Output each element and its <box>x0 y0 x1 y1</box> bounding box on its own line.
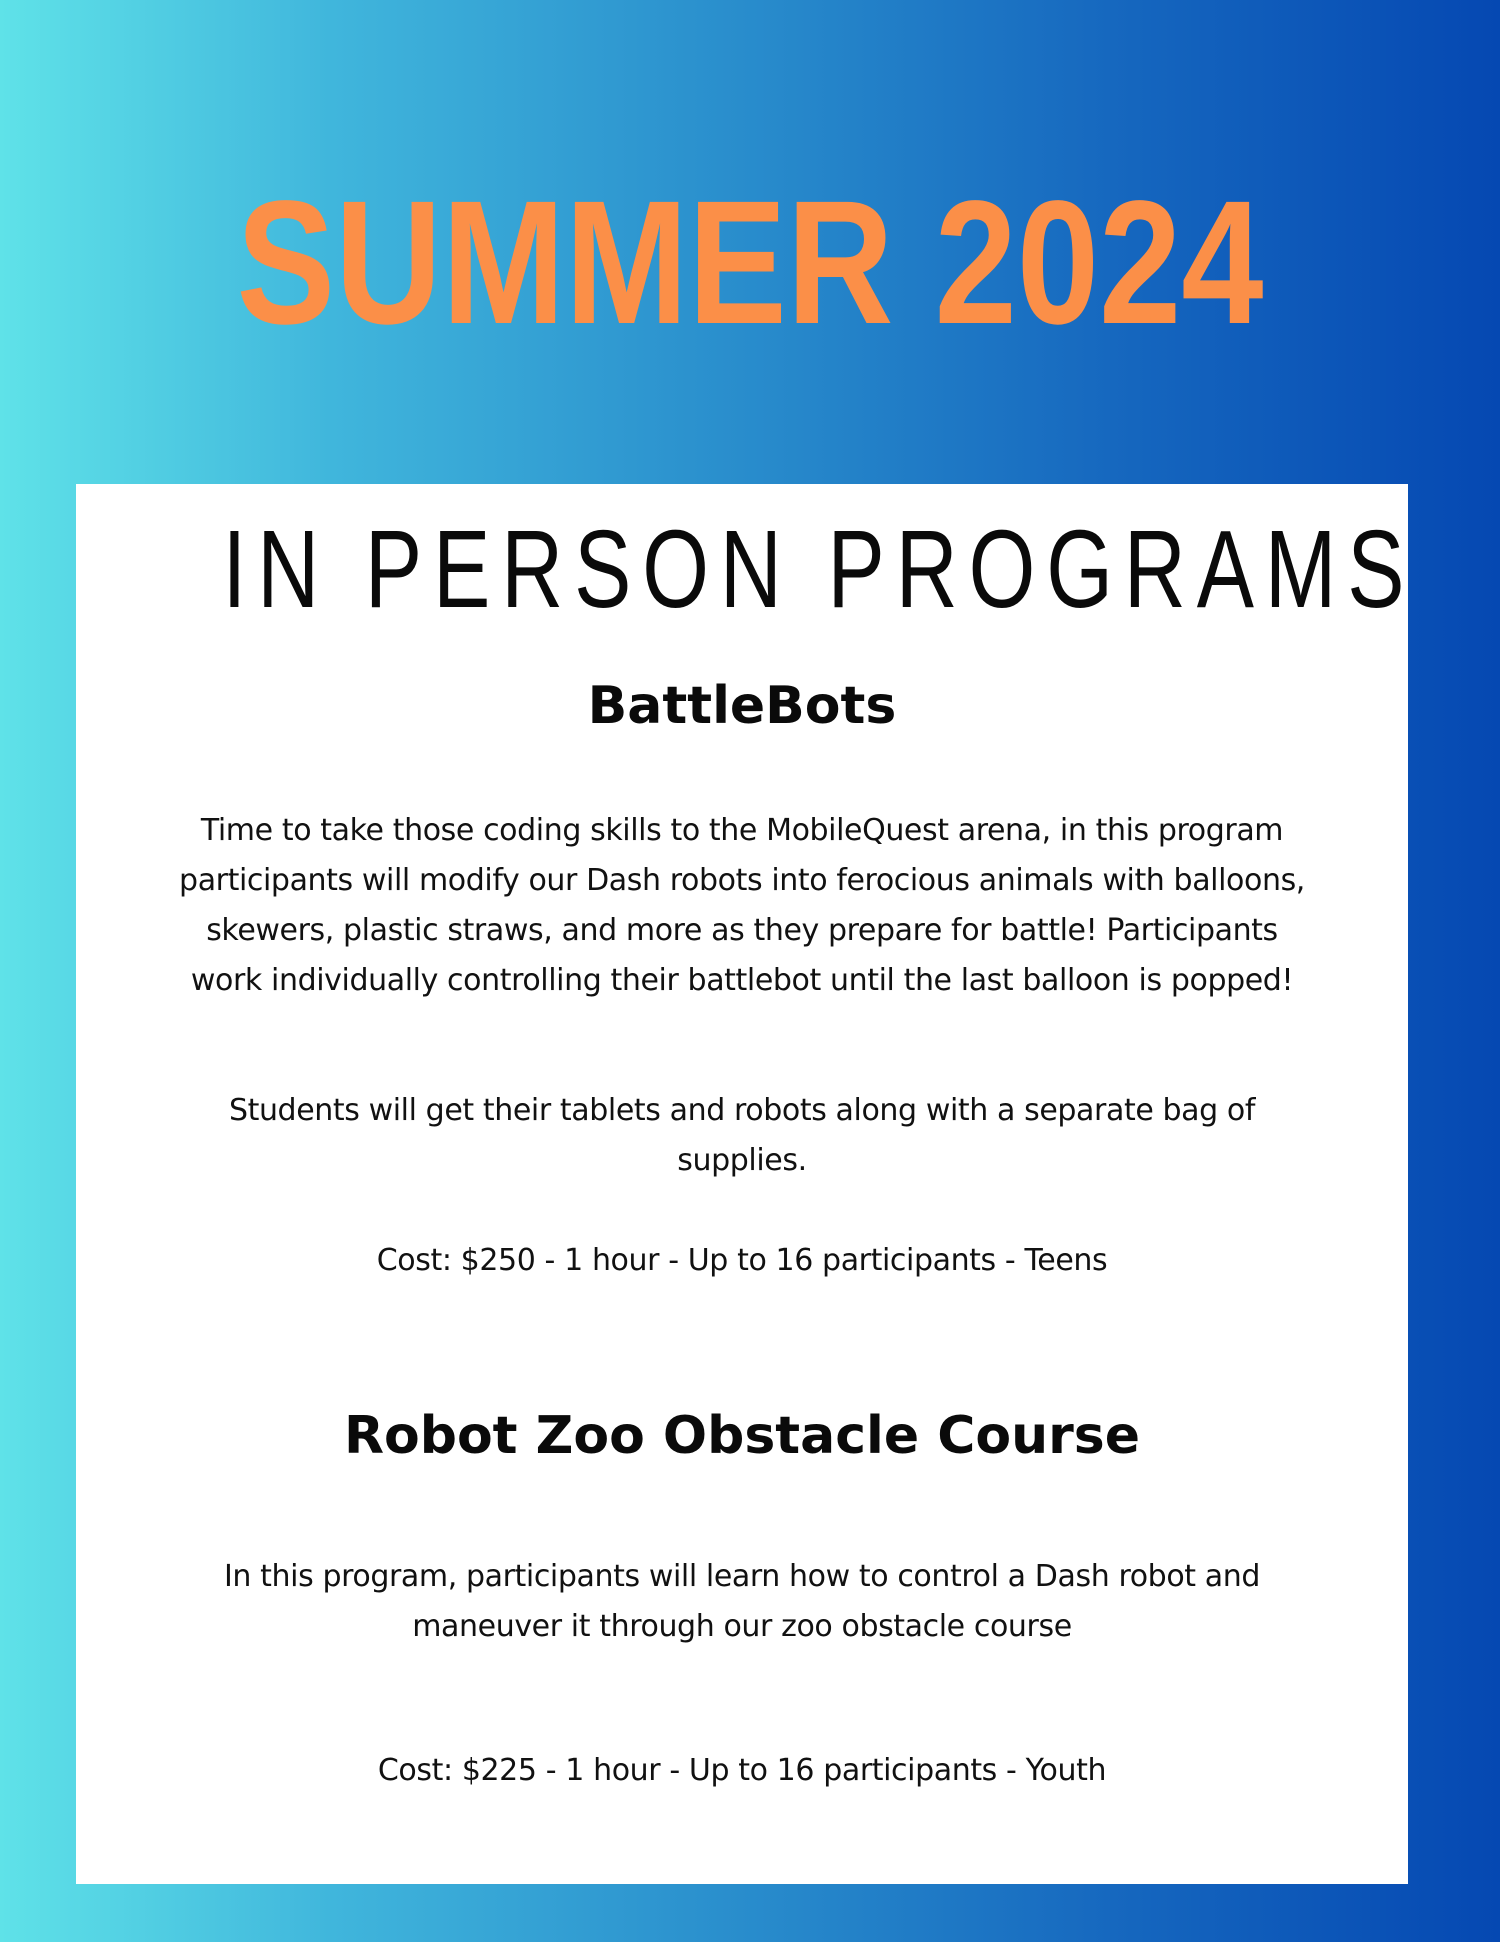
robot-zoo-cost <box>116 1746 1368 1796</box>
battlebots-heading: BattleBots <box>587 676 897 736</box>
note-line: Students will get their tablets and robots along with a separate bag of <box>228 1093 1256 1128</box>
description-line: Time to take those coding skills to the MobileQuest arena, in this program <box>200 813 1284 848</box>
cost-line: Cost: $250 - 1 hour - Up to 16 participants - Teens <box>376 1243 1108 1278</box>
description-line: participants will modify our Dash robots into ferocious animals with balloons, <box>179 863 1305 898</box>
battlebots-cost <box>116 1236 1368 1286</box>
cost-line: Cost: $225 - 1 hour - Up to 16 participants - Youth <box>377 1753 1107 1788</box>
note-line: supplies. <box>677 1143 807 1178</box>
battlebots-description <box>116 806 1368 1006</box>
programs-card <box>76 484 1416 1884</box>
description-line: skewers, plastic straws, and more as they prepare for battle! Participants <box>206 913 1278 948</box>
in-person-programs-title: IN PERSON PROGRAMS <box>222 508 1416 631</box>
robot-zoo-description <box>116 1552 1368 1652</box>
battlebots-supplies-note <box>116 1086 1368 1186</box>
description-line: maneuver it through our zoo obstacle course <box>412 1609 1072 1644</box>
summer-2024-headline: SUMMER 2024 <box>236 165 1264 361</box>
description-line: work individually controlling their battlebot until the last balloon is popped! <box>190 963 1294 998</box>
description-line: In this program, participants will learn how to control a Dash robot and <box>223 1559 1261 1594</box>
robot-zoo-heading: Robot Zoo Obstacle Course <box>343 1406 1141 1466</box>
